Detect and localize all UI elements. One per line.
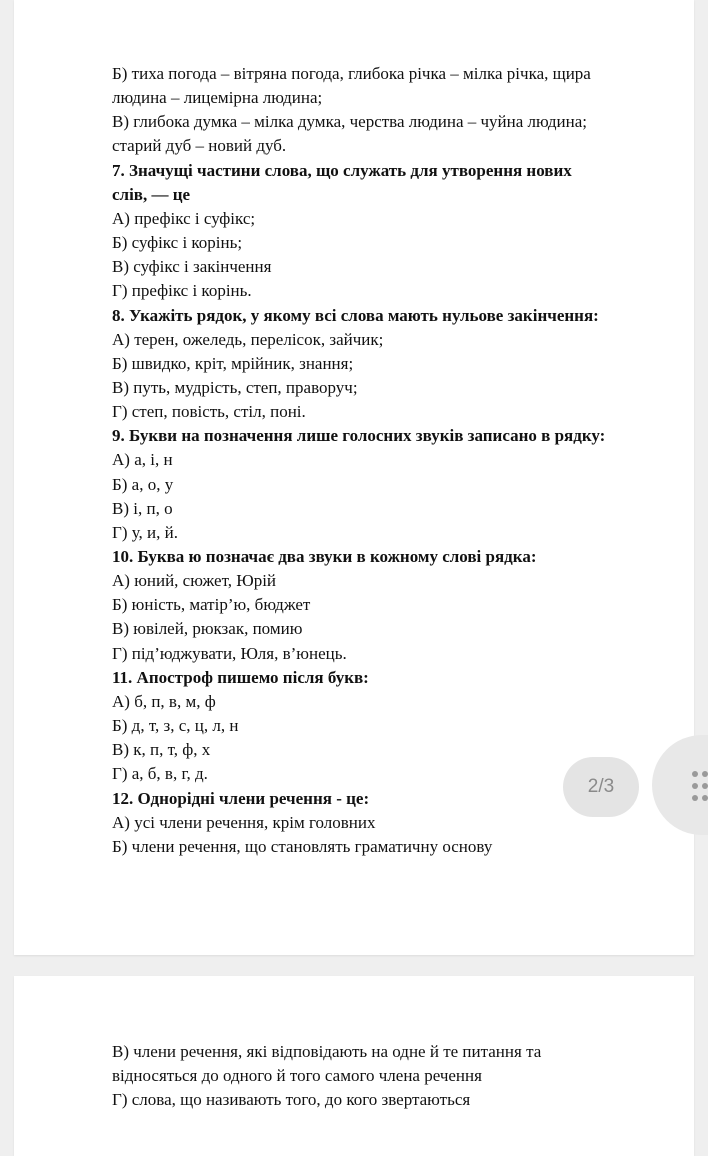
text-line: Г) під’юджувати, Юля, в’юнець. (112, 643, 347, 663)
text-line: А) б, п, в, м, ф (112, 691, 216, 711)
text-line: Г) слова, що називають того, до кого звертаються (112, 1090, 471, 1110)
text-line: А) усі члени речення, крім головних (112, 812, 376, 832)
question-heading: 10. Буква ю позначає два звуки в кожному слові рядка: (112, 547, 537, 566)
question-heading: слів, — це (112, 184, 191, 204)
more-dots-icon[interactable] (692, 771, 708, 801)
text-line: А) юний, сюжет, Юрій (112, 571, 277, 591)
text-line: В) члени речення, які відповідають на одне й те питання та (112, 1042, 542, 1061)
question-heading: 8. Укажіть рядок, у якому всі слова мають нульове закінчення: (112, 305, 599, 325)
text-line: Б) швидко, кріт, мрійник, знання; (112, 353, 354, 373)
text-line: Г) степ, повість, стіл, поні. (112, 402, 306, 422)
text-line: Б) суфікс і корінь; (112, 233, 243, 253)
text-line: А) терен, ожеледь, перелісок, зайчик; (112, 329, 384, 349)
text-line: Г) префікс і корінь. (112, 281, 252, 301)
text-line: Б) юність, матір’ю, бюджет (112, 595, 311, 615)
text-line: старий дуб – новий дуб. (112, 136, 287, 156)
document-page-2 (14, 976, 694, 1156)
text-line: Б) д, т, з, с, ц, л, н (112, 716, 239, 736)
text-line: А) префікс і суфікс; (112, 208, 256, 228)
text-line: А) а, і, н (112, 450, 173, 470)
text-line: Б) а, о, у (112, 474, 174, 494)
text-line: В) ювілей, рюкзак, помию (112, 619, 303, 639)
page-indicator: 2/3 (563, 757, 639, 817)
text-line: Б) члени речення, що становлять граматичну основу (112, 836, 493, 856)
text-line: В) суфікс і закінчення (112, 257, 272, 277)
text-line: Г) у, и, й. (112, 522, 178, 542)
text-line: В) і, п, о (112, 498, 173, 518)
question-heading: 11. Апостроф пишемо після букв: (112, 667, 369, 687)
text-line: відносяться до одного й того самого члена речення (112, 1066, 482, 1086)
text-line: В) глибока думка – мілка думка, черства людина – чуйна людина; (112, 112, 587, 132)
text-line: В) к, п, т, ф, х (112, 740, 211, 760)
text-line: Г) а, б, в, г, д. (112, 764, 208, 784)
text-line: людина – лицемірна людина; (112, 88, 323, 108)
text-line: В) путь, мудрість, степ, праворуч; (112, 377, 358, 397)
text-line: Б) тиха погода – вітряна погода, глибока річка – мілка річка, щира (112, 64, 591, 83)
question-heading: 12. Однорідні члени речення - це: (112, 788, 370, 808)
question-heading: 9. Букви на позначення лише голосних звуків записано в рядку: (112, 426, 606, 446)
question-heading: 7. Значущі частини слова, що служать для утворення нових (112, 160, 572, 180)
